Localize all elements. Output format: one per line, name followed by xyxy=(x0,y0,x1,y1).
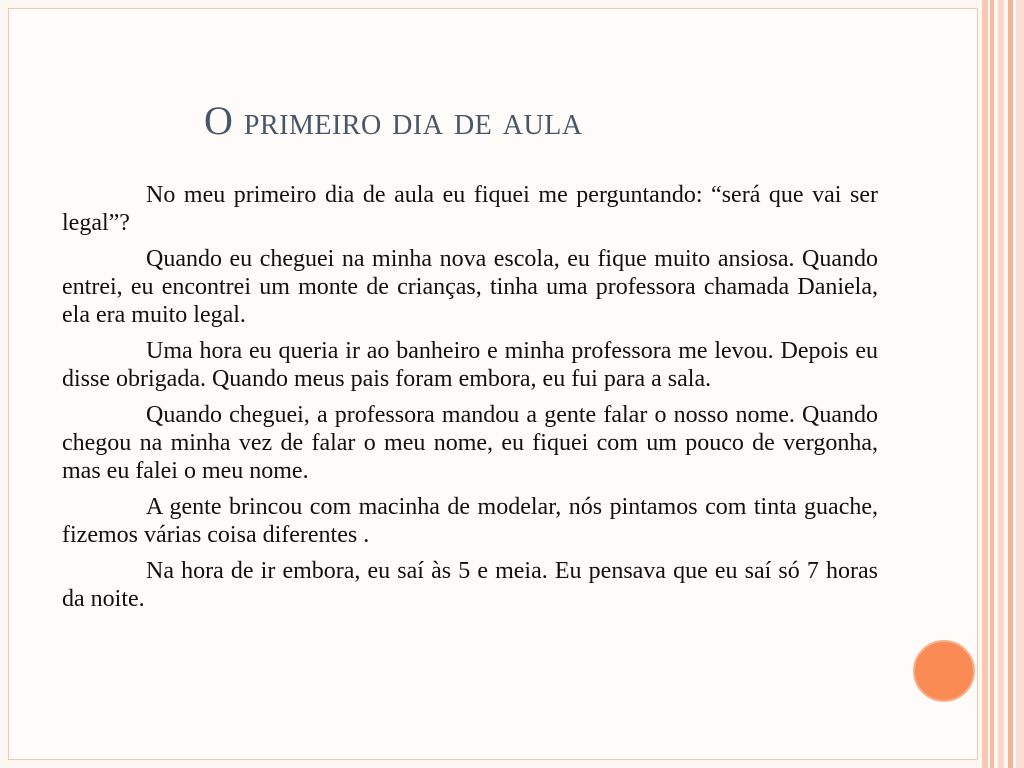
right-decorative-band xyxy=(990,0,994,768)
right-decorative-band xyxy=(998,0,1004,768)
right-decorative-band xyxy=(1008,0,1013,768)
decorative-circle xyxy=(913,640,975,702)
paragraph: No meu primeiro dia de aula eu fiquei me perguntando: “será que vai ser legal”? xyxy=(62,182,878,236)
paragraph: Quando cheguei, a professora mandou a gente falar o nosso nome. Quando chegou na minha vez de falar o meu nome, eu fiquei com um pouco de vergonha, mas eu falei o meu nome. xyxy=(62,402,878,484)
slide-body xyxy=(62,181,878,621)
paragraph: Quando eu cheguei na minha nova escola, eu fique muito ansiosa. Quando entrei, eu encontrei um monte de crianças, tinha uma professora chamada Daniela, ela era muito legal. xyxy=(62,246,878,328)
right-decorative-band xyxy=(1016,0,1024,768)
paragraph: A gente brincou com macinha de modelar, nós pintamos com tinta guache, fizemos várias coisa diferentes . xyxy=(62,494,878,548)
paragraph: Na hora de ir embora, eu saí às 5 e meia. Eu pensava que eu saí só 7 horas da noite. xyxy=(62,558,878,612)
paragraph: Uma hora eu queria ir ao banheiro e minha professora me levou. Depois eu disse obrigada. Quando meus pais foram embora, eu fui para a sala. xyxy=(62,338,878,392)
right-decorative-band xyxy=(982,0,988,768)
slide-title: O primeiro dia de aula xyxy=(204,98,583,143)
